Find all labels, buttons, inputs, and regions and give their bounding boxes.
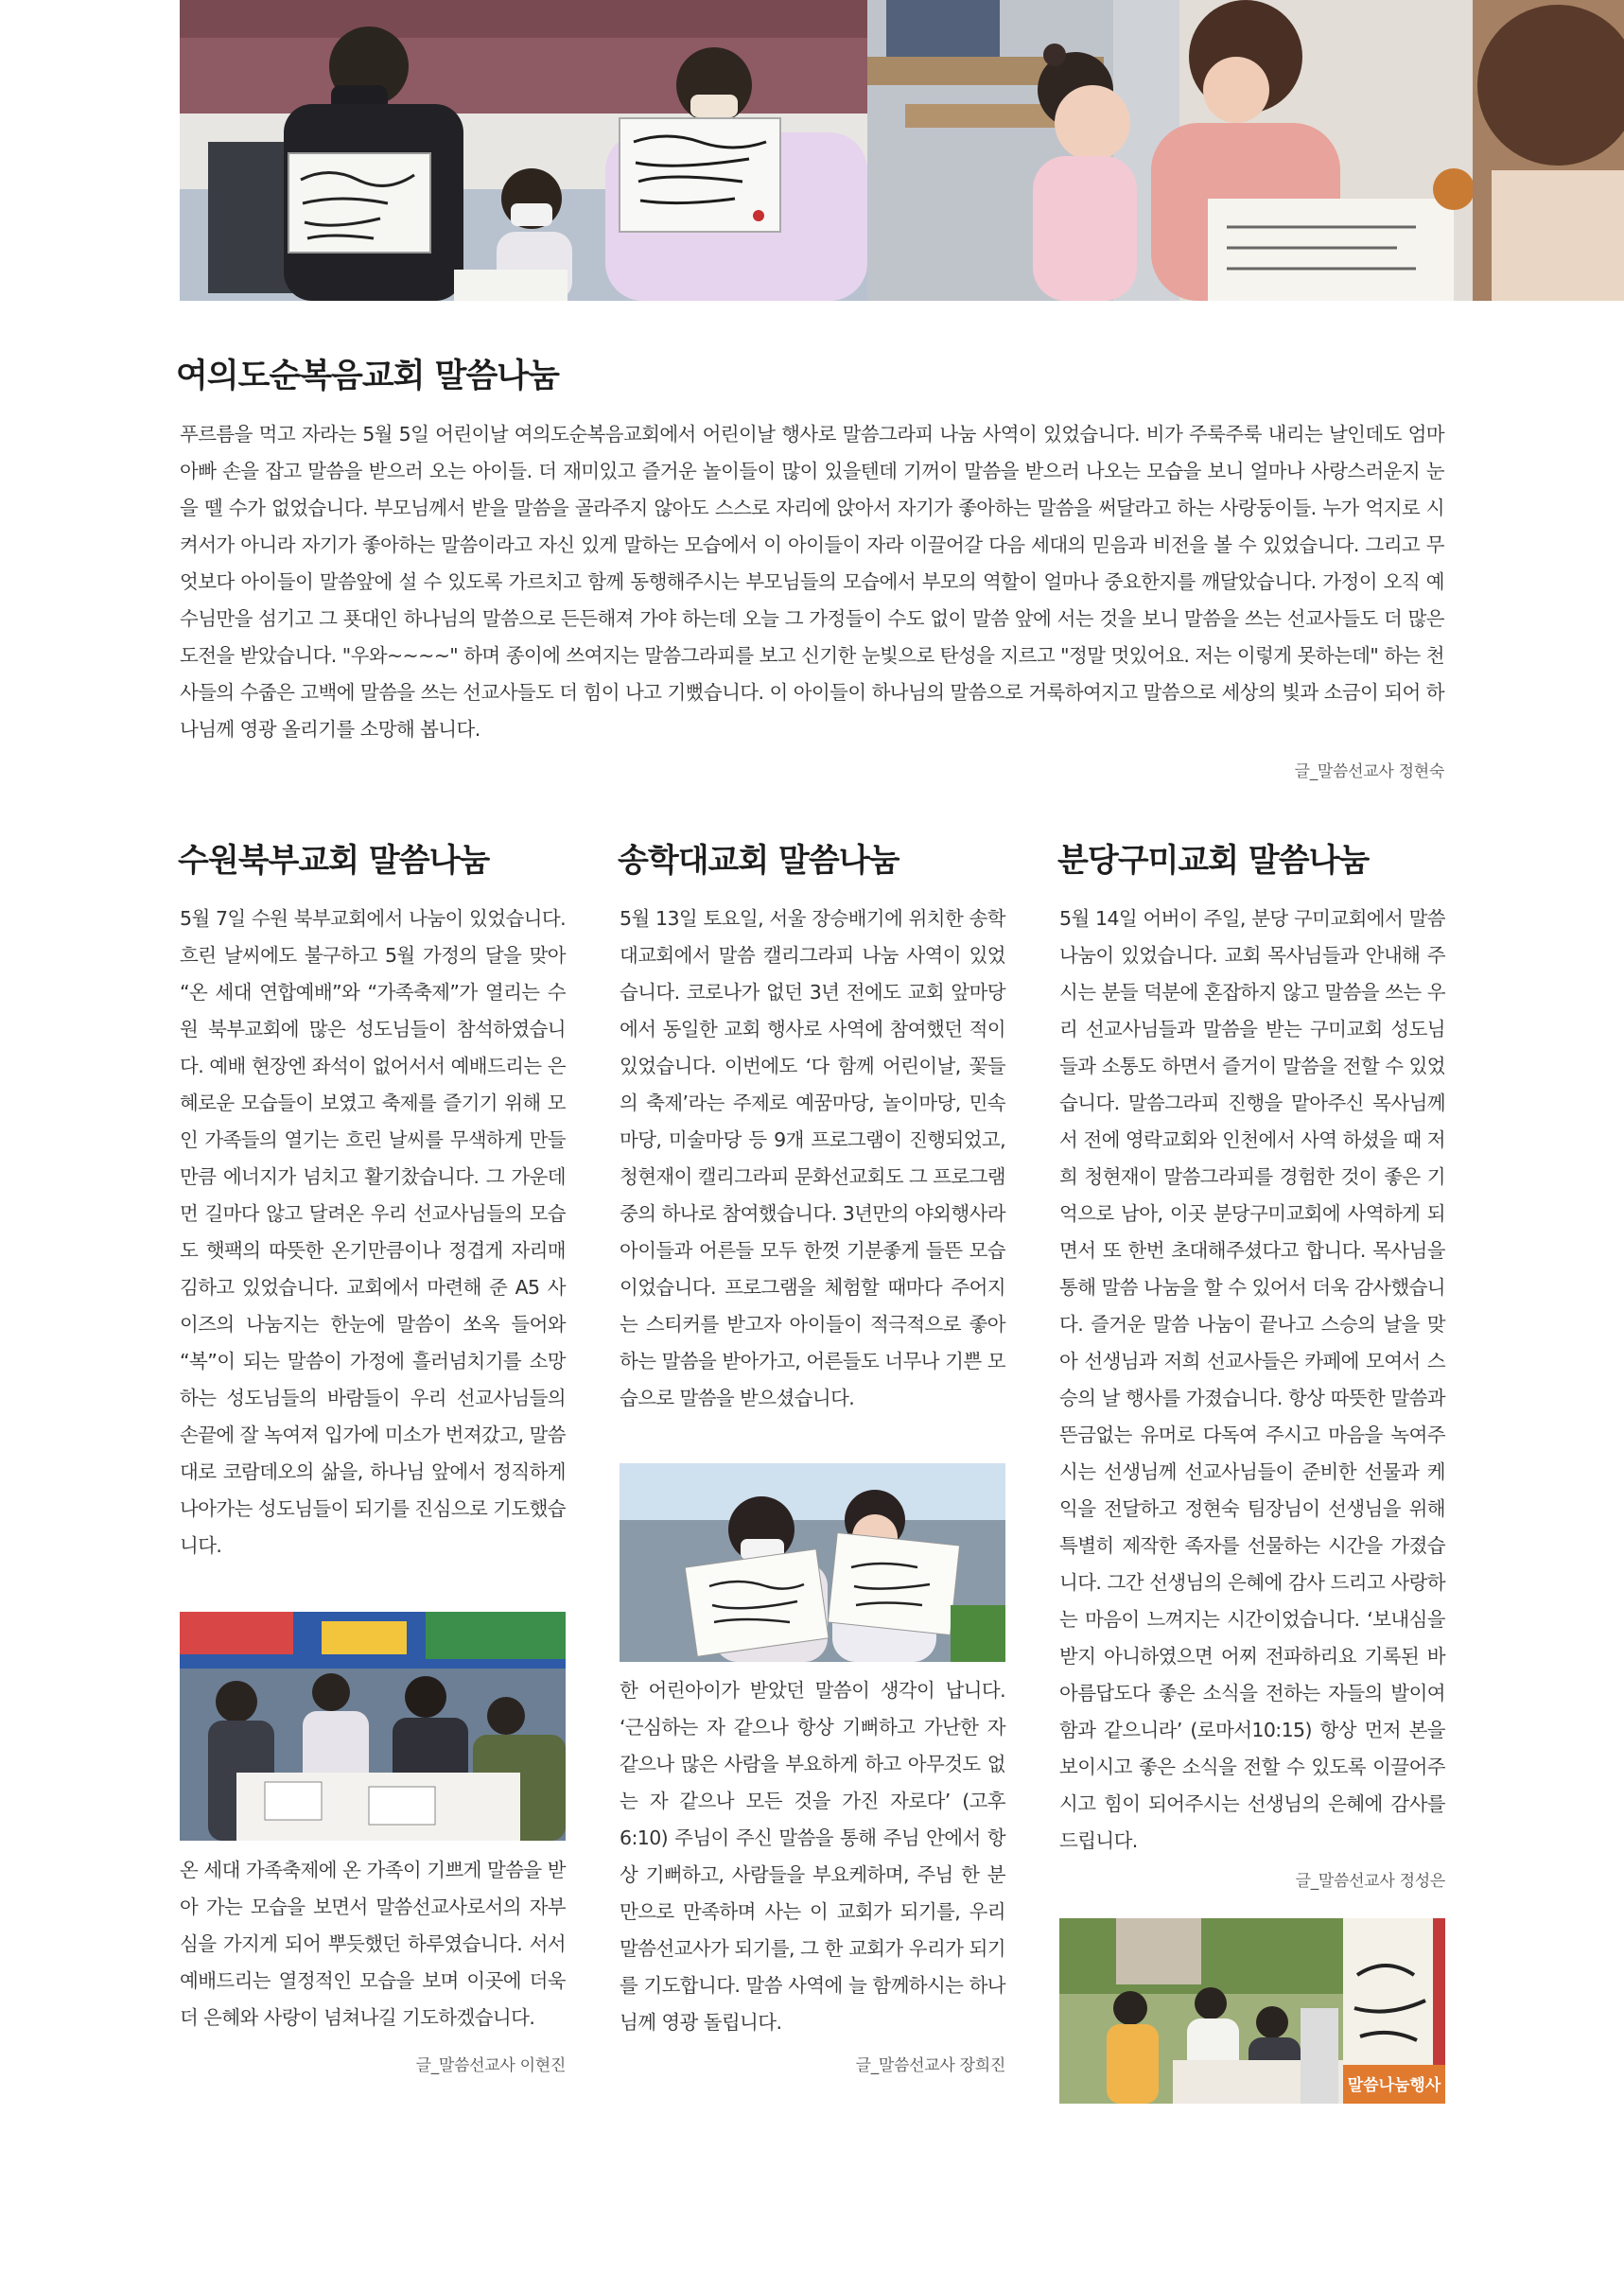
- photo-suwon: [180, 1612, 566, 1841]
- top-photo-right: [867, 0, 1624, 301]
- article-body-songhakdae-2: 한 어린아이가 받았던 말씀이 생각이 납니다. ‘근심하는 자 같으나 항상 기뻐하고 가난한 자 같으나 많은 사람을 부요하게 하고 아무것도 없는 자 같으나 모든 것을 가진 자로다’ (고후 6:10) 주님이 주신 말씀을 통해 주님 안에서 항상 기뻐하고, 사람들을 부요케하며, 주님 한 분만으로 만족하며 사는 이 교회가 되기를, 우리 말씀선교사가 되기를, 그 한 교회가 우리가 되기를 기도합니다. 말씀 사역에 늘 함께하시는 하나님께 영광 돌립니다.: [620, 1679, 1005, 2034]
- article-title-bundang: 분당구미교회 말씀나눔: [1057, 842, 1370, 880]
- article-title-songhakdae: 송학대교회 말씀나눔: [618, 842, 899, 880]
- photo-banner-text: 말씀나눔행사: [1347, 2076, 1441, 2095]
- article-body-suwon-2: 온 세대 가족축제에 온 가족이 기쁘게 말씀을 받아 가는 모습을 보면서 말씀선교사로서의 자부심을 가지게 되어 뿌듯했던 하루였습니다. 서서 예배드리는 열정적인 모습을 보며 이곳에 더욱더 은혜와 사랑이 넘쳐나길 기도하겠습니다.: [180, 1859, 566, 2029]
- signature-suwon: 글_말씀선교사 이현진: [415, 2056, 566, 2075]
- photo-songhakdae: [620, 1463, 1005, 1662]
- signature-bundang: 글_말씀선교사 정성은: [1295, 1872, 1445, 1891]
- article-body-suwon: 5월 7일 수원 북부교회에서 나눔이 있었습니다. 흐린 날씨에도 불구하고 5월 가정의 달을 맞아 “온 세대 연합예배”와 “가족축제”가 열리는 수원 북부교회에 많은 성도님들이 참석하였습니다. 예배 현장엔 좌석이 없어서서 예배드리는 은혜로운 모습들이 보였고 축제를 즐기기 위해 모인 가족들의 열기는 흐린 날씨를 무색하게 만들 만큼 에너지가 넘치고 활기찼습니다. 그 가운데 먼 길마다 않고 달려온 우리 선교사님들의 모습도 햇팩의 따뜻한 온기만큼이나 정겹게 자리매김하고 있었습니다. 교회에서 마련해 준 A5 사이즈의 나눔지는 한눈에 말씀이 쏘옥 들어와 “복”이 되는 말씀이 가정에 흘러넘치기를 소망하는 성도님들의 바람들이 우리 선교사님들의 손끝에 잘 녹여져 입가에 미소가 번져갔고, 말씀대로 코람데오의 삶을, 하나님 앞에서 정직하게 나아가는 성도님들이 되기를 진심으로 기도했습니다.: [180, 907, 566, 1557]
- photo-bundang: [1059, 1918, 1445, 2104]
- article-body-yeouido: 푸르름을 먹고 자라는 5월 5일 어린이날 여의도순복음교회에서 어린이날 행사로 말씀그라피 나눔 사역이 있었습니다. 비가 주룩주룩 내리는 날인데도 엄마 아빠 손을 잡고 말씀을 받으러 오는 아이들. 더 재미있고 즐거운 놀이들이 많이 있을텐데 기꺼이 말씀을 받으러 나오는 모습을 보니 얼마나 사랑스러운지 눈을 뗄 수가 없었습니다. 부모님께서 받을 말씀을 골라주지 않아도 스스로 자리에 앉아서 자기가 좋아하는 말씀을 써달라고 하는 사랑둥이들. 누가 억지로 시켜서가 아니라 자기가 좋아하는 말씀이라고 자신 있게 말하는 모습에서 이 아이들이 자라 이끌어갈 다음 세대의 믿음과 비전을 볼 수 있었습니다. 그리고 무엇보다 아이들이 말씀앞에 설 수 있도록 가르치고 함께 동행해주시는 부모님들의 모습에서 부모의 역할이 얼마나 중요한지를 깨달았습니다. 가정이 오직 예수님만을 섬기고 그 푯대인 하나님의 말씀으로 든든해져 가야 하는데 오늘 그 가정들이 수도 없이 말씀 앞에 서는 것을 보니 말씀을 쓰는 선교사들도 더 많은 도전을 받았습니다. "우와~~~~" 하며 종이에 쓰여지는 말씀그라피를 보고 신기한 눈빛으로 탄성을 지르고 "정말 멋있어요. 저는 이렇게 못하는데" 하는 천사들의 수줍은 고백에 말씀을 쓰는 선교사들도 더 힘이 나고 기뻤습니다. 이 아이들이 하나님의 말씀으로 거룩하여지고 말씀으로 세상의 빛과 소금이 되어 하나님께 영광 올리기를 소망해 봅니다.: [180, 423, 1444, 741]
- article-body-bundang: 5월 14일 어버이 주일, 분당 구미교회에서 말씀나눔이 있었습니다. 교회 목사님들과 안내해 주시는 분들 덕분에 혼잡하지 않고 말씀을 쓰는 우리 선교사님들과 말씀을 받는 구미교회 성도님들과 소통도 하면서 즐거이 말씀을 전할 수 있었습니다. 말씀그라피 진행을 맡아주신 목사님께서 전에 영락교회와 인천에서 사역 하셨을 때 저희 청현재이 말씀그라피를 경험한 것이 좋은 기억으로 남아, 이곳 분당구미교회에 사역하게 되면서 또 한번 초대해주셨다고 합니다. 목사님을 통해 말씀 나눔을 할 수 있어서 더욱 감사했습니다. 즐거운 말씀 나눔이 끝나고 스승의 날을 맞아 선생님과 저희 선교사들은 카페에 모여서 스승의 날 행사를 가졌습니다. 항상 따뜻한 말씀과 뜬금없는 유머로 다독여 주시고 마음을 녹여주시는 선생님께 선교사님들이 준비한 선물과 케익을 전달하고 정현숙 팀장님이 선생님을 위해 특별히 제작한 족자를 선물하는 시간을 가졌습니다. 그간 선생님의 은혜에 감사 드리고 사랑하는 마음이 느껴지는 시간이었습니다. ‘보내심을 받지 아니하였으면 어찌 전파하리요 기록된 바 아름답도다 좋은 소식을 전하는 자들의 발이여 함과 같으니라’ (로마서10:15) 항상 먼저 본을 보이시고 좋은 소식을 전할 수 있도록 이끌어주시고 힘이 되어주시는 선생님의 은혜에 감사를 드립니다.: [1059, 907, 1445, 1852]
- top-photo-left: [180, 0, 867, 301]
- signature-yeouido: 글_말씀선교사 정현숙: [1294, 762, 1444, 781]
- signature-songhakdae: 글_말씀선교사 장희진: [855, 2056, 1005, 2075]
- article-title-suwon: 수원북부교회 말씀나눔: [178, 842, 490, 880]
- article-body-songhakdae: 5월 13일 토요일, 서울 장승배기에 위치한 송학대교회에서 말씀 캘리그라피 나눔 사역이 있었습니다. 코로나가 없던 3년 전에도 교회 앞마당에서 동일한 교회 행사로 사역에 참여했던 적이 있었습니다. 이번에도 ‘다 함께 어린이날, 꽃들의 축제’라는 주제로 예꿈마당, 놀이마당, 민속마당, 미술마당 등 9개 프로그램이 진행되었고, 청현재이 캘리그라피 문화선교회도 그 프로그램 중의 하나로 참여했습니다. 3년만의 야외행사라 아이들과 어른들 모두 한껏 기분좋게 들뜬 모습이었습니다. 프로그램을 체험할 때마다 주어지는 스티커를 받고자 아이들이 적극적으로 좋아하는 말씀을 받아가고, 어른들도 너무나 기쁜 모습으로 말씀을 받으셨습니다.: [620, 907, 1005, 1409]
- article-title-yeouido: 여의도순복음교회 말씀나눔: [176, 358, 559, 395]
